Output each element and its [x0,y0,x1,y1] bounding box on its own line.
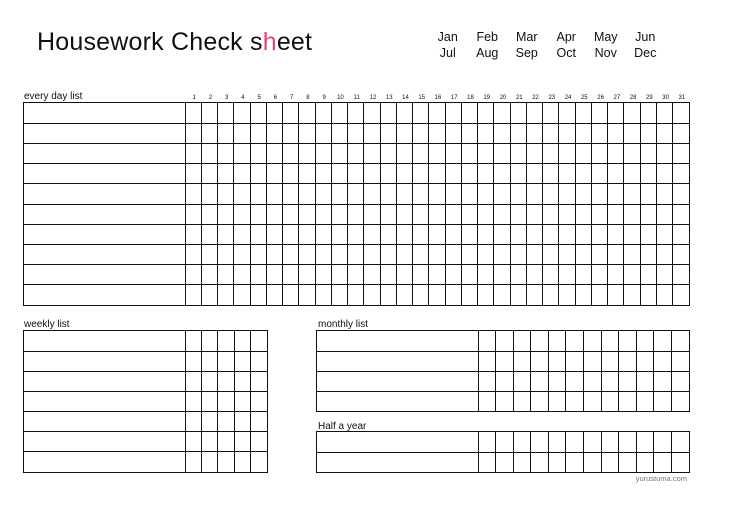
halfyear-grid[interactable] [316,431,690,473]
day-number: 27 [613,95,621,101]
everyday-column-line [640,103,641,305]
day-number: 22 [532,95,539,101]
title-text-start: Housework Check s [37,28,263,56]
everyday-column-line [380,103,381,305]
everyday-column-line [298,103,299,305]
halfyear-column-line [653,432,654,472]
everyday-column-line [493,103,494,305]
halfyear-column-line [618,432,619,472]
halfyear-column-line [565,432,566,472]
monthly-column-line [618,331,619,411]
monthly-list-label: monthly list [318,319,369,330]
monthly-column-line [583,331,584,411]
monthly-column-line [478,331,479,411]
everyday-column-line [542,103,543,305]
everyday-column-line [233,103,234,305]
halfyear-column-line [495,432,496,472]
month-may[interactable]: May [593,30,618,44]
weekly-row-line [24,411,267,412]
monthly-grid[interactable] [316,330,690,412]
everyday-column-line [623,103,624,305]
halfyear-column-line [548,432,549,472]
everyday-column-line [558,103,559,305]
everyday-row-line [24,244,689,245]
weekly-list-label: weekly list [24,319,70,330]
everyday-column-line [315,103,316,305]
day-number: 16 [434,95,442,101]
day-number: 12 [369,95,377,101]
weekly-column-line [201,331,202,472]
monthly-column-line [513,331,514,411]
month-mar[interactable]: Mar [515,30,538,44]
day-number: 21 [515,95,523,101]
everyday-column-line [461,103,462,305]
everyday-column-line [282,103,283,305]
weekly-column-line [234,331,235,472]
everyday-row-line [24,264,689,265]
everyday-row-line [24,224,689,225]
title-accent-letter: h [262,28,277,56]
day-number: 10 [337,95,344,101]
halfyear-column-line [636,432,637,472]
day-number: 17 [450,95,458,101]
day-number: 28 [629,95,637,101]
weekly-row-line [24,351,267,352]
everyday-row-line [24,163,689,164]
halfyear-row-line [317,452,689,453]
monthly-column-line [565,331,566,411]
monthly-column-line [495,331,496,411]
everyday-column-line [331,103,332,305]
title-text-end: eet [276,28,313,56]
everyday-column-line [201,103,202,305]
day-number: 6 [273,95,278,101]
everyday-column-line [575,103,576,305]
weekly-row-line [24,451,267,452]
day-number: 25 [580,95,588,101]
everyday-column-line [347,103,348,305]
weekly-grid[interactable] [23,330,268,473]
everyday-column-line [510,103,511,305]
month-apr[interactable]: Apr [556,30,576,44]
everyday-column-line [185,103,186,305]
everyday-column-line [477,103,478,305]
everyday-row-line [24,284,689,285]
day-number: 5 [257,95,261,101]
day-number: 13 [385,95,393,101]
everyday-column-line [266,103,267,305]
everyday-column-line [428,103,429,305]
month-nov[interactable]: Nov [594,46,617,60]
day-number: 7 [290,95,294,101]
month-sep[interactable]: Sep [515,46,538,60]
everyday-list-label: every day list [24,91,83,102]
halfyear-column-line [601,432,602,472]
month-jul[interactable]: Jul [439,46,456,60]
day-number: 19 [483,95,491,101]
everyday-column-line [672,103,673,305]
weekly-column-line [250,331,251,472]
day-number: 4 [241,95,245,101]
month-list [428,30,665,60]
weekly-column-line [217,331,218,472]
monthly-column-line [530,331,531,411]
everyday-column-line [656,103,657,305]
monthly-row-line [317,391,689,392]
footer-credit: yurustuma.com [635,474,687,483]
monthly-column-line [636,331,637,411]
halfyear-list-label: Half a year [318,421,367,432]
everyday-column-line [591,103,592,305]
day-number: 9 [322,95,326,101]
halfyear-column-line [478,432,479,472]
monthly-row-line [317,351,689,352]
day-number: 30 [662,95,669,101]
everyday-row-line [24,143,689,144]
halfyear-column-line [513,432,514,472]
everyday-column-line [445,103,446,305]
month-feb[interactable]: Feb [476,30,499,44]
day-number: 26 [597,95,604,101]
month-jan[interactable]: Jan [437,30,458,44]
day-number: 1 [192,95,196,101]
day-number: 15 [418,95,426,101]
monthly-column-line [601,331,602,411]
page-title [37,28,312,57]
day-number: 24 [564,95,572,101]
halfyear-column-line [671,432,672,472]
everyday-column-line [217,103,218,305]
monthly-column-line [548,331,549,411]
everyday-column-line [607,103,608,305]
day-number: 8 [306,95,310,101]
weekly-row-line [24,431,267,432]
day-number: 31 [678,95,686,101]
monthly-column-line [653,331,654,411]
day-number: 23 [548,95,556,101]
weekly-row-line [24,371,267,372]
everyday-column-line [526,103,527,305]
day-number: 3 [224,95,229,101]
month-aug[interactable]: Aug [476,46,499,60]
halfyear-column-line [583,432,584,472]
everyday-column-line [363,103,364,305]
everyday-row-line [24,123,689,124]
everyday-grid[interactable] [23,102,690,306]
everyday-column-line [412,103,413,305]
month-oct[interactable]: Oct [556,46,576,60]
month-jun[interactable]: Jun [635,30,656,44]
monthly-row-line [317,371,689,372]
everyday-row-line [24,204,689,205]
day-number: 20 [499,95,507,101]
weekly-row-line [24,391,267,392]
month-dec[interactable]: Dec [634,46,657,60]
day-number: 18 [467,95,474,101]
halfyear-column-line [530,432,531,472]
everyday-column-line [250,103,251,305]
everyday-column-line [396,103,397,305]
monthly-column-line [671,331,672,411]
day-number: 2 [208,95,213,101]
day-number: 29 [646,95,653,101]
day-number: 14 [402,95,409,101]
weekly-column-line [185,331,186,472]
day-number: 11 [353,95,360,101]
everyday-row-line [24,183,689,184]
